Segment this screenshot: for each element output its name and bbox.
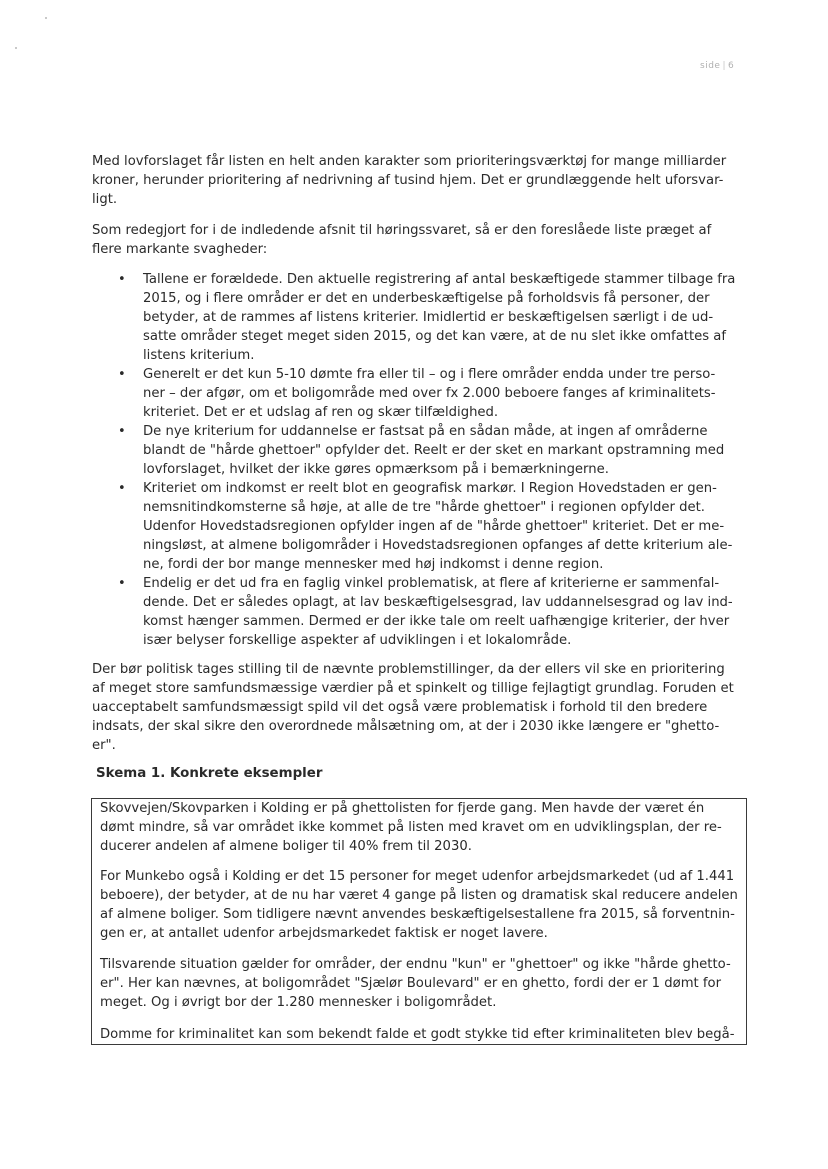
scan-speck xyxy=(45,17,47,19)
text-line: Udenfor Hovedstadsregionen opfylder ingen af de "hårde ghettoer" kriteriet. Det er me- xyxy=(143,519,725,534)
text-line: Kriteriet om indkomst er reelt blot en geografisk markør. I Region Hovedstaden er gen- xyxy=(143,481,717,496)
bullet-icon: • xyxy=(118,481,126,496)
text-line: satte områder steget meget siden 2015, og det kan være, at de nu slet ikke omfattes af xyxy=(143,329,727,344)
page-number-value: 6 xyxy=(728,61,735,71)
text-line: listens kriterium. xyxy=(143,348,255,363)
scan-speck xyxy=(15,47,17,49)
text-line: indsats, der skal sikre den overordnede målsætning om, at der i 2030 ikke længere er "ghetto- xyxy=(92,719,720,734)
page-number xyxy=(700,61,734,71)
example-paragraph xyxy=(100,955,747,1012)
text-line: De nye kriterium for uddannelse er fastsat på en sådan måde, at ingen af områderne xyxy=(143,424,708,439)
page-separator: | xyxy=(722,61,726,71)
text-line: Som redegjort for i de indledende afsnit til høringssvaret, så er den foreslåede liste præget af xyxy=(92,223,712,238)
example-paragraph xyxy=(100,799,747,856)
text-line: ligt. xyxy=(92,192,118,207)
closing-paragraph xyxy=(92,660,752,755)
text-line: 2015, og i flere områder er det en underbeskæftigelse på forholdsvis få personer, der xyxy=(143,291,710,306)
text-line: ningsløst, at almene boligområder i Hovedstadsregionen opfanges af dette kriterium ale- xyxy=(143,538,733,553)
schema-heading: Skema 1. Konkrete eksempler xyxy=(96,766,323,781)
list-item xyxy=(92,574,752,650)
text-line: Endelig er det ud fra en faglig vinkel problematisk, at flere af kriterierne er sammenfal- xyxy=(143,576,720,591)
text-line: Tilsvarende situation gælder for områder, der endnu "kun" er "ghettoer" og ikke "hårde ghetto- xyxy=(100,957,731,972)
text-line: flere markante svagheder: xyxy=(92,242,268,257)
text-line: lovforslaget, hvilket der ikke gøres opmærksom på i bemærkningerne. xyxy=(143,462,609,477)
text-line: gen er, at antallet udenfor arbejdsmarkedet faktisk er noget lavere. xyxy=(100,926,548,941)
text-line: betyder, at de rammes af listens kriterier. Imidlertid er beskæftigelsen særligt i de ud- xyxy=(143,310,714,325)
list-item xyxy=(92,422,752,479)
text-line: dømt mindre, så var området ikke kommet på listen med kravet om en udviklingsplan, der re- xyxy=(100,820,722,835)
text-line: Tallene er forældede. Den aktuelle registrering af antal beskæftigede stammer tilbage fra xyxy=(143,272,736,287)
text-line: uacceptabelt samfundsmæssigt spild vil det også være problematisk i forhold til den bredere xyxy=(92,700,708,715)
examples-box xyxy=(91,798,747,1045)
text-line: dende. Det er således oplagt, at lav beskæftigelsesgrad, lav uddannelsesgrad og lav ind- xyxy=(143,595,733,610)
text-line: For Munkebo også i Kolding er det 15 personer for meget udenfor arbejdsmarkedet (ud af 1.441 xyxy=(100,869,735,884)
list-item xyxy=(92,365,752,422)
text-line: Domme for kriminalitet kan som bekendt falde et godt stykke tid efter kriminaliteten blev begå- xyxy=(100,1027,735,1042)
text-line: kriteriet. Det er et udslag af ren og skær tilfældighed. xyxy=(143,405,499,420)
text-line: nemsnitindkomsterne så høje, at alle de tre "hårde ghettoer" i regionen opfylder det. xyxy=(143,500,705,515)
text-line: af meget store samfundsmæssige værdier på et spinkelt og tillige fejlagtigt grundlag. Foruden et xyxy=(92,681,734,696)
text-line: er". Her kan nævnes, at boligområdet "Sjælør Boulevard" er en ghetto, fordi der er 1 dømt for xyxy=(100,976,722,991)
intro-paragraph-2 xyxy=(92,221,752,259)
bullet-icon: • xyxy=(118,272,126,287)
list-item xyxy=(92,270,752,365)
text-line: ducerer andelen af almene boliger til 40% frem til 2030. xyxy=(100,839,472,854)
example-paragraph xyxy=(100,867,747,943)
text-line: Der bør politisk tages stilling til de nævnte problemstillinger, da der ellers vil ske en prioritering xyxy=(92,662,725,677)
bullet-icon: • xyxy=(118,576,126,591)
text-line: Med lovforslaget får listen en helt anden karakter som prioriteringsværktøj for mange milliarder xyxy=(92,154,727,169)
text-line: kroner, herunder prioritering af nedrivning af tusind hjem. Det er grundlæggende helt uforsvar- xyxy=(92,173,724,188)
text-line: blandt de "hårde ghettoer" opfylder det. Reelt er der sket en markant opstramning med xyxy=(143,443,725,458)
bullet-icon: • xyxy=(118,424,126,439)
example-paragraph xyxy=(100,1025,747,1044)
text-line: beboere), der betyder, at de nu har været 4 gange på listen og dramatisk skal reducere andelen xyxy=(100,888,738,903)
text-line: ne, fordi der bor mange mennesker med høj indkomst i denne region. xyxy=(143,557,604,572)
intro-paragraph-1 xyxy=(92,152,752,209)
text-line: af almene boliger. Som tidligere nævnt anvendes beskæftigelsestallene fra 2015, så forventnin- xyxy=(100,907,735,922)
text-line: Generelt er det kun 5-10 dømte fra eller til – og i flere områder endda under tre perso- xyxy=(143,367,716,382)
page-label: side xyxy=(700,61,721,71)
text-line: Skovvejen/Skovparken i Kolding er på ghettolisten for fjerde gang. Men havde der været én xyxy=(100,801,705,816)
list-item xyxy=(92,479,752,574)
text-line: komst hænger sammen. Dermed er der ikke tale om reelt uafhængige kriterier, der hver xyxy=(143,614,730,629)
text-line: er". xyxy=(92,738,116,753)
bullet-icon: • xyxy=(118,367,126,382)
text-line: meget. Og i øvrigt bor der 1.280 mennesker i boligområdet. xyxy=(100,995,497,1010)
text-line: ner – der afgør, om et boligområde med over fx 2.000 beboere fanges af kriminalitets- xyxy=(143,386,716,401)
text-line: især belyser forskellige aspekter af udviklingen i et lokalområde. xyxy=(143,633,572,648)
weakness-list xyxy=(92,270,752,650)
